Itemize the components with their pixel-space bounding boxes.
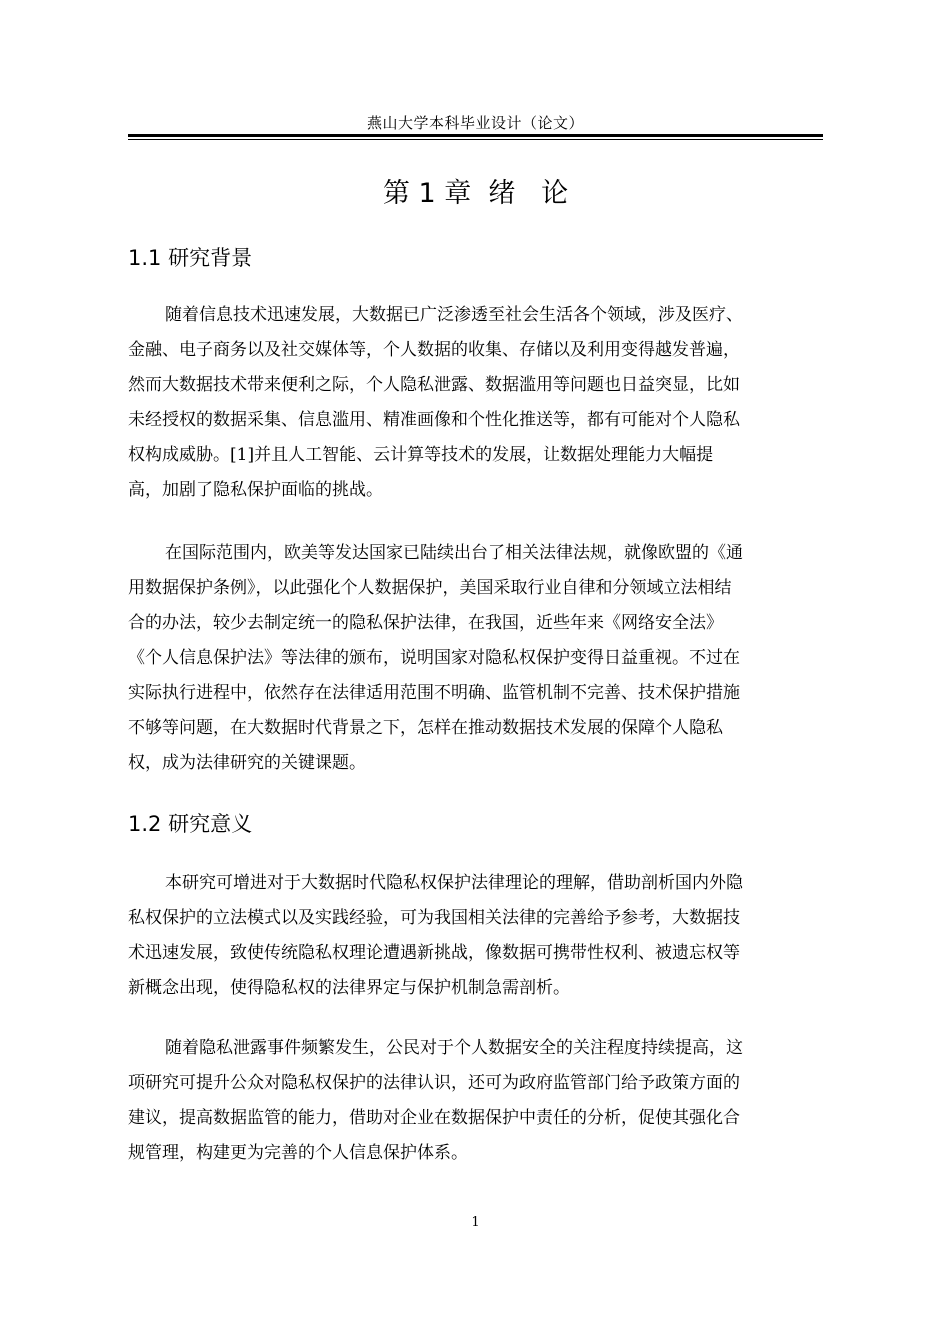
header-rule-thick [128,134,823,137]
text-line: 建议，提高数据监管的能力，借助对企业在数据保护中责任的分析，促使其强化合 [128,1108,740,1128]
paragraph-1-2-2 [128,1031,823,1171]
text-line: 然而大数据技术带来便利之际，个人隐私泄露、数据滥用等问题也日益突显，比如 [128,375,740,395]
chapter-title: 第 1 章 绪 论 [382,178,569,209]
text-line: 本研究可增进对于大数据时代隐私权保护法律理论的理解，借助剖析国内外隐 [165,873,743,893]
text-line: 在国际范围内，欧美等发达国家已陆续出台了相关法律法规，就像欧盟的《通 [165,543,743,563]
text-line: 《个人信息保护法》等法律的颁布，说明国家对隐私权保护变得日益重视。不过在 [128,648,740,668]
text-line: 随着信息技术迅速发展，大数据已广泛渗透至社会生活各个领域，涉及医疗、 [165,305,743,325]
header-rule-thin [128,139,823,140]
text-line: 未经授权的数据采集、信息滥用、精准画像和个性化推送等，都有可能对个人隐私 [128,410,740,430]
text-line: 新概念出现，使得隐私权的法律界定与保护机制急需剖析。 [128,978,570,998]
section-heading-1-2: 1.2 研究意义 [128,812,253,836]
text-line: 金融、电子商务以及社交媒体等，个人数据的收集、存储以及利用变得越发普遍， [128,340,740,360]
paragraph-1-1-1 [128,298,823,508]
paragraph-1-2-1 [128,866,823,1006]
text-line: 实际执行进程中，依然存在法律适用范围不明确、监管机制不完善、技术保护措施 [128,683,740,703]
text-line: 随着隐私泄露事件频繁发生，公民对于个人数据安全的关注程度持续提高，这 [165,1038,743,1058]
text-line: 不够等问题，在大数据时代背景之下，怎样在推动数据技术发展的保障个人隐私 [128,718,723,738]
text-line: 用数据保护条例》，以此强化个人数据保护，美国采取行业自律和分领域立法相结 [128,578,732,598]
text-line: 权构成威胁。[1]并且人工智能、云计算等技术的发展，让数据处理能力大幅提 [128,445,714,465]
running-header: 燕山大学本科毕业设计（论文） [366,114,584,132]
text-line: 项研究可提升公众对隐私权保护的法律认识，还可为政府监管部门给予政策方面的 [128,1073,740,1093]
text-line: 术迅速发展，致使传统隐私权理论遭遇新挑战，像数据可携带性权利、被遗忘权等 [128,943,740,963]
text-line: 合的办法，较少去制定统一的隐私保护法律，在我国，近些年来《网络安全法》 [128,613,723,633]
text-line: 私权保护的立法模式以及实践经验，可为我国相关法律的完善给予参考，大数据技 [128,908,740,928]
paragraph-1-1-2 [128,536,823,781]
page-number: 1 [471,1215,480,1230]
text-line: 规管理，构建更为完善的个人信息保护体系。 [128,1143,468,1163]
section-heading-1-1: 1.1 研究背景 [128,246,253,270]
text-line: 高，加剧了隐私保护面临的挑战。 [128,480,383,500]
text-line: 权，成为法律研究的关键课题。 [128,753,366,773]
